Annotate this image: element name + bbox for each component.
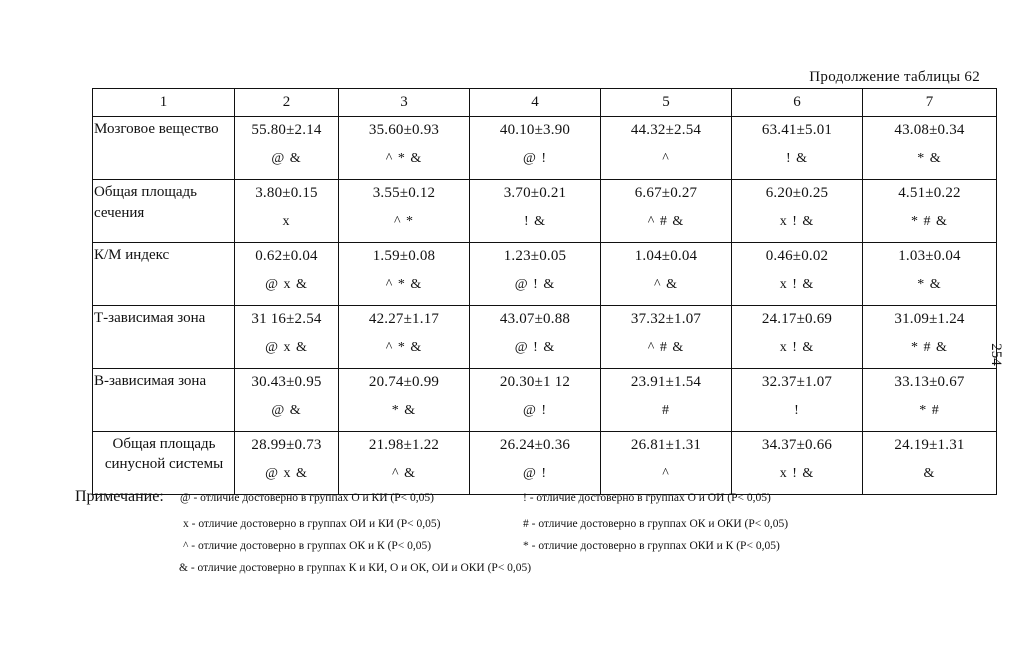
table-cell bbox=[863, 432, 997, 495]
table-cell bbox=[339, 243, 470, 306]
cell-marks: x ! & bbox=[779, 214, 815, 229]
cell-value: 1.23±0.05 bbox=[503, 248, 567, 264]
cell-marks: ^ # & bbox=[647, 214, 685, 229]
table-cell bbox=[470, 180, 601, 243]
cell-value: 24.17±0.69 bbox=[761, 311, 833, 327]
cell-marks: ! & bbox=[523, 214, 547, 229]
table-cell bbox=[601, 117, 732, 180]
row-label: Мозговое вещество bbox=[93, 117, 235, 180]
cell-marks: ^ & bbox=[654, 277, 678, 292]
cell-marks: * & bbox=[917, 151, 942, 166]
cell-value: 42.27±1.17 bbox=[368, 311, 440, 327]
note-item: ! - отличие достоверно в группах О и ОИ (Р< 0,05) bbox=[523, 492, 771, 504]
column-header: 4 bbox=[470, 89, 601, 117]
cell-marks: @ ! bbox=[522, 151, 548, 166]
cell-marks: @ ! bbox=[522, 403, 548, 418]
table-row bbox=[93, 117, 997, 180]
column-header: 7 bbox=[863, 89, 997, 117]
table-cell bbox=[732, 243, 863, 306]
note-item: @ - отличие достоверно в группах О и КИ (Р< 0,05) bbox=[180, 492, 434, 504]
table-cell bbox=[863, 117, 997, 180]
table-row bbox=[93, 432, 997, 495]
cell-marks: x ! & bbox=[779, 277, 815, 292]
cell-marks: * # bbox=[919, 403, 940, 418]
table-cell bbox=[732, 306, 863, 369]
cell-value: 31 16±2.54 bbox=[251, 311, 322, 327]
table-cell bbox=[470, 306, 601, 369]
column-header: 2 bbox=[235, 89, 339, 117]
cell-value: 55.80±2.14 bbox=[251, 122, 322, 138]
table-cell bbox=[235, 306, 339, 369]
cell-value: 30.43±0.95 bbox=[251, 374, 322, 390]
cell-marks: @ ! & bbox=[514, 277, 556, 292]
cell-value: 35.60±0.93 bbox=[368, 122, 440, 138]
table-cell bbox=[601, 180, 732, 243]
cell-value: 20.30±1 12 bbox=[499, 374, 571, 390]
table-cell bbox=[339, 432, 470, 495]
cell-marks: * # & bbox=[911, 340, 948, 355]
cell-marks: ^ * & bbox=[385, 151, 423, 166]
table-cell bbox=[601, 369, 732, 432]
table-cell bbox=[863, 306, 997, 369]
column-header: 1 bbox=[93, 89, 235, 117]
cell-value: 43.07±0.88 bbox=[499, 311, 571, 327]
cell-marks: ! & bbox=[785, 151, 809, 166]
cell-value: 26.81±1.31 bbox=[630, 437, 702, 453]
cell-value: 20.74±0.99 bbox=[368, 374, 440, 390]
table-cell bbox=[601, 306, 732, 369]
cell-marks: ^ * & bbox=[385, 277, 423, 292]
cell-marks: x ! & bbox=[779, 466, 815, 481]
cell-marks: @ x & bbox=[265, 466, 308, 481]
cell-value: 3.80±0.15 bbox=[255, 185, 318, 201]
table-cell bbox=[339, 369, 470, 432]
cell-value: 21.98±1.22 bbox=[368, 437, 440, 453]
cell-marks: @ x & bbox=[265, 277, 308, 292]
cell-marks: * & bbox=[391, 403, 417, 418]
cell-value: 3.70±0.21 bbox=[503, 185, 567, 201]
table-cell bbox=[601, 432, 732, 495]
note-item: ^ - отличие достоверно в группах ОК и К (Р< 0,05) bbox=[183, 540, 432, 552]
cell-value: 44.32±2.54 bbox=[630, 122, 702, 138]
cell-marks: ^ # & bbox=[647, 340, 685, 355]
table-cell bbox=[235, 117, 339, 180]
row-label: Т-зависимая зона bbox=[93, 306, 235, 369]
cell-value: 6.20±0.25 bbox=[765, 185, 829, 201]
table-row bbox=[93, 369, 997, 432]
table-cell bbox=[732, 180, 863, 243]
cell-marks: ^ * & bbox=[385, 340, 423, 355]
table-cell bbox=[601, 243, 732, 306]
table-continuation-label: Продолжение таблицы 62 bbox=[809, 69, 980, 85]
table-cell bbox=[470, 117, 601, 180]
table-cell bbox=[339, 306, 470, 369]
table-row bbox=[93, 243, 997, 306]
cell-marks: * & bbox=[917, 277, 942, 292]
table-cell bbox=[863, 180, 997, 243]
row-label: Общая площадь сечения bbox=[93, 180, 235, 243]
table-cell bbox=[235, 369, 339, 432]
table-cell bbox=[339, 117, 470, 180]
note-item: х - отличие достоверно в группах ОИ и КИ (Р< 0,05) bbox=[183, 518, 441, 530]
table-cell bbox=[339, 180, 470, 243]
cell-marks: @ x & bbox=[265, 340, 308, 355]
table-cell bbox=[235, 243, 339, 306]
cell-marks: @ & bbox=[271, 151, 302, 166]
cell-value: 40.10±3.90 bbox=[499, 122, 571, 138]
row-label: В-зависимая зона bbox=[93, 369, 235, 432]
table-row bbox=[93, 306, 997, 369]
note-item: & - отличие достоверно в группах К и КИ, О и ОК, ОИ и ОКИ (Р< 0,05) bbox=[179, 562, 532, 574]
data-table bbox=[92, 88, 997, 495]
cell-value: 32.37±1.07 bbox=[761, 374, 833, 390]
cell-value: 1.04±0.04 bbox=[634, 248, 698, 264]
cell-value: 28.99±0.73 bbox=[251, 437, 322, 453]
row-label: К/М индекс bbox=[93, 243, 235, 306]
table-cell bbox=[732, 369, 863, 432]
cell-value: 1.59±0.08 bbox=[372, 248, 436, 264]
cell-value: 37.32±1.07 bbox=[630, 311, 702, 327]
table-cell bbox=[470, 369, 601, 432]
cell-value: 4.51±0.22 bbox=[898, 185, 961, 201]
cell-value: 6.67±0.27 bbox=[634, 185, 698, 201]
cell-marks: ^ * bbox=[393, 214, 415, 229]
table-row bbox=[93, 180, 997, 243]
cell-value: 43.08±0.34 bbox=[894, 122, 965, 138]
cell-value: 23.91±1.54 bbox=[630, 374, 702, 390]
cell-marks: * # & bbox=[911, 214, 948, 229]
column-header: 6 bbox=[732, 89, 863, 117]
table-cell bbox=[235, 432, 339, 495]
column-header: 5 bbox=[601, 89, 732, 117]
table-cell bbox=[863, 243, 997, 306]
cell-value: 24.19±1.31 bbox=[894, 437, 965, 453]
cell-marks: @ & bbox=[271, 403, 302, 418]
cell-marks: ^ & bbox=[392, 466, 416, 481]
cell-value: 1.03±0.04 bbox=[898, 248, 961, 264]
table-cell bbox=[470, 432, 601, 495]
cell-marks: @ ! & bbox=[514, 340, 556, 355]
note-item: * - отличие достоверно в группах ОКИ и К (Р< 0,05) bbox=[523, 540, 780, 552]
cell-marks: x bbox=[282, 214, 291, 229]
row-label: Общая площадь синусной системы bbox=[93, 432, 235, 495]
cell-value: 3.55±0.12 bbox=[372, 185, 436, 201]
cell-value: 34.37±0.66 bbox=[761, 437, 833, 453]
table-cell bbox=[235, 180, 339, 243]
cell-marks: x ! & bbox=[779, 340, 815, 355]
table-cell bbox=[732, 432, 863, 495]
table-cell bbox=[470, 243, 601, 306]
notes-title: Примечание: bbox=[75, 488, 164, 505]
table-cell bbox=[863, 369, 997, 432]
cell-value: 63.41±5.01 bbox=[761, 122, 833, 138]
column-header: 3 bbox=[339, 89, 470, 117]
cell-marks: ^ bbox=[662, 466, 670, 481]
cell-marks: ! bbox=[794, 403, 800, 418]
cell-value: 31.09±1.24 bbox=[894, 311, 965, 327]
table-cell bbox=[732, 117, 863, 180]
cell-marks: ^ bbox=[662, 151, 670, 166]
cell-value: 33.13±0.67 bbox=[894, 374, 965, 390]
page-number: 254 bbox=[987, 343, 1004, 366]
cell-marks: & bbox=[923, 466, 936, 481]
cell-marks: # bbox=[662, 403, 670, 418]
cell-marks: @ ! bbox=[522, 466, 548, 481]
note-item: # - отличие достоверно в группах ОК и ОКИ (Р< 0,05) bbox=[523, 518, 789, 530]
cell-value: 0.46±0.02 bbox=[765, 248, 829, 264]
cell-value: 0.62±0.04 bbox=[255, 248, 318, 264]
table-header-row bbox=[93, 89, 997, 117]
cell-value: 26.24±0.36 bbox=[499, 437, 571, 453]
